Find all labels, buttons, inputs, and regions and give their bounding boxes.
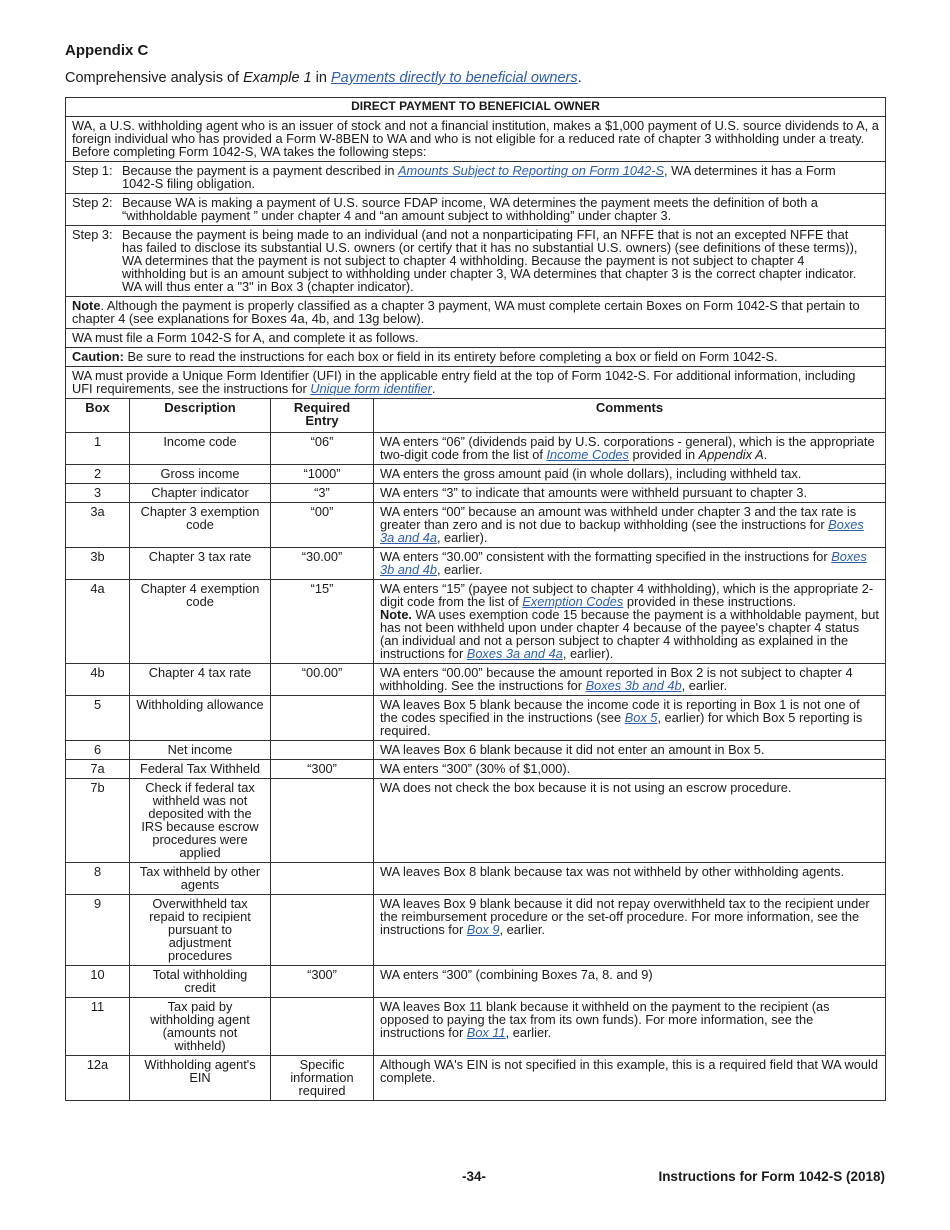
comment-text-post: , earlier) for which Box 5 reporting is required. <box>380 710 863 738</box>
required-entry: “300” <box>271 966 374 998</box>
step-label: Step 2: <box>72 195 113 210</box>
step-text-pre: Because the payment is a payment described in <box>122 163 399 178</box>
comment-reference-link[interactable]: Box 11 <box>466 1025 506 1040</box>
note-text: . Although the payment is properly classified as a chapter 3 payment, WA must complete certain Boxes on Form 1042-S that pertain to chapter 4 (see explanations for Boxes 4a, 4b, and 13g below). <box>72 298 860 326</box>
comment-text: WA enters “00.00” because the amount reported in Box 2 is not subject to chapter 4 withholding. See the instructions for <box>380 665 853 693</box>
box-number: 6 <box>66 741 130 760</box>
comment-cell <box>374 503 886 548</box>
comment-text-post: , earlier. <box>681 678 728 693</box>
comment-text: WA enters “00” because an amount was withheld under chapter 3 and the tax rate is greater than zero and is not due to backup withholding (see the instructions for <box>380 504 857 532</box>
scenario-text: WA, a U.S. withholding agent who is an issuer of stock and not a financial institution, makes a $1,000 payment of U.S. source dividends to A, a foreign individual who has provided a Form W-8BEN to WA and who is not eligible for a reduced rate of chapter 3 withholding under a treaty. Before completing Form 1042-S, WA takes the following steps: <box>66 117 886 162</box>
column-header-row <box>66 399 886 433</box>
box-number: 4a <box>66 580 130 664</box>
direct-payment-table <box>65 97 886 1101</box>
comment-cell <box>374 548 886 580</box>
box-number: 1 <box>66 433 130 465</box>
must-file-row <box>66 329 886 348</box>
intro-mid: in <box>311 70 331 86</box>
comment-note-link[interactable]: Boxes 3a and 4a <box>466 646 563 661</box>
table-row <box>66 998 886 1056</box>
step-text-pre: Because WA is making a payment of U.S. source FDAP income, WA determines the payment meets the definition of both a “withholdable payment ” under chapter 4 and “an amount subject to withholding” under chapter 3. <box>122 195 818 223</box>
comment-text: WA enters “15” (payee not subject to chapter 4 withholding), which is the appropriate 2-digit code from the list of <box>380 581 874 609</box>
comment-text: WA leaves Box 9 blank because it did not repay overwithheld tax to the recipient under the reimbursement procedure or the set-off procedure. For more information, see the instructions for <box>380 896 870 937</box>
required-entry: “00” <box>271 503 374 548</box>
comment-cell <box>374 998 886 1056</box>
box-description: Income code <box>130 433 271 465</box>
comment-text-post: , earlier. <box>499 922 546 937</box>
comment-note-text: WA uses exemption code 15 because the payment is a withholdable payment, but has not been withheld upon under chapter 4 because of the payee's chapter 4 status (an individual and not a person subject to chapter 4 withholding as explained in the instructions for <box>380 607 879 661</box>
box-number: 11 <box>66 998 130 1056</box>
step-cell <box>66 162 886 194</box>
box-description: Chapter indicator <box>130 484 271 503</box>
comment-text-post: , earlier. <box>436 562 483 577</box>
comment-text-post: provided in <box>628 447 699 462</box>
comment-cell <box>374 696 886 741</box>
caution-row <box>66 348 886 367</box>
required-entry-column-header: Required Entry <box>271 399 374 433</box>
required-entry: “06” <box>271 433 374 465</box>
table-row <box>66 779 886 863</box>
comment-cell <box>374 1056 886 1101</box>
comment-cell <box>374 465 886 484</box>
comments-column-header: Comments <box>374 399 886 433</box>
step-reference-link[interactable]: Amounts Subject to Reporting on Form 1042-S <box>398 163 665 178</box>
comment-cell <box>374 863 886 895</box>
table-row <box>66 696 886 741</box>
required-entry: Specific information required <box>271 1056 374 1101</box>
step-cell <box>66 194 886 226</box>
caution-label: Caution: <box>72 349 124 364</box>
comment-text-post: , earlier). <box>436 530 488 545</box>
required-entry: “3” <box>271 484 374 503</box>
table-title: DIRECT PAYMENT TO BENEFICIAL OWNER <box>66 98 886 117</box>
box-description: Chapter 3 exemption code <box>130 503 271 548</box>
comment-cell <box>374 484 886 503</box>
table-row <box>66 966 886 998</box>
box-number: 12a <box>66 1056 130 1101</box>
ufi-row <box>66 367 886 399</box>
comment-text: WA enters “06” (dividends paid by U.S. corporations - general), which is the appropriate two-digit code from the list of <box>380 434 875 462</box>
table-row <box>66 433 886 465</box>
comment-text: WA leaves Box 5 blank because the income code it is reporting in Box 1 is not one of the codes specified in the instructions (see <box>380 697 860 725</box>
comment-reference-link[interactable]: Boxes 3b and 4b <box>585 678 682 693</box>
box-number: 10 <box>66 966 130 998</box>
ufi-text-post: . <box>431 381 436 396</box>
required-entry <box>271 863 374 895</box>
table-row <box>66 664 886 696</box>
table-row <box>66 895 886 966</box>
table-row <box>66 760 886 779</box>
comment-reference-link[interactable]: Box 9 <box>466 922 500 937</box>
comment-text: WA leaves Box 8 blank because tax was not withheld by other withholding agents. <box>380 864 845 879</box>
comment-text: WA leaves Box 11 blank because it withheld on the payment to the recipient (as opposed to paying the tax from its own funds). For more information, see the instructions for <box>380 999 830 1040</box>
box-number: 4b <box>66 664 130 696</box>
box-description: Overwithheld tax repaid to recipient pursuant to adjustment procedures <box>130 895 271 966</box>
box-description: Withholding allowance <box>130 696 271 741</box>
step-text <box>122 228 862 293</box>
table-row <box>66 503 886 548</box>
box-description: Tax withheld by other agents <box>130 863 271 895</box>
table-row <box>66 465 886 484</box>
table-row <box>66 484 886 503</box>
comment-text-post: provided in these instructions. <box>623 594 797 609</box>
box-number: 7a <box>66 760 130 779</box>
comment-reference-link[interactable]: Box 5 <box>624 710 658 725</box>
ufi-cell <box>66 367 886 399</box>
caution-cell <box>66 348 886 367</box>
caution-text: Be sure to read the instructions for each box or field in its entirety before completing a box or field on Form 1042-S. <box>123 349 778 364</box>
step-label: Step 3: <box>72 227 113 242</box>
comment-text-post: , earlier. <box>505 1025 552 1040</box>
box-number: 3a <box>66 503 130 548</box>
box-description: Chapter 4 tax rate <box>130 664 271 696</box>
box-number: 7b <box>66 779 130 863</box>
comment-note-post: , earlier). <box>562 646 614 661</box>
table-row <box>66 863 886 895</box>
payments-beneficial-owners-link[interactable]: Payments directly to beneficial owners <box>330 70 578 86</box>
comment-text: WA enters “30.00” consistent with the formatting specified in the instructions for <box>380 549 832 564</box>
comment-cell <box>374 433 886 465</box>
comment-reference-link[interactable]: Exemption Codes <box>522 594 624 609</box>
intro-example: Example 1 <box>243 70 312 86</box>
page-number: -34- <box>462 1169 487 1184</box>
step-cell <box>66 226 886 297</box>
comment-cell <box>374 664 886 696</box>
appendix-heading: Appendix C <box>65 42 149 59</box>
comment-text: WA enters the gross amount paid (in whole dollars), including withheld tax. <box>380 466 802 481</box>
appendix-reference: Appendix A <box>698 447 764 462</box>
box-number: 3b <box>66 548 130 580</box>
step-text-post: , WA determines it has a Form 1042-S filing obligation. <box>122 163 836 191</box>
comment-reference-link[interactable]: Boxes 3b and 4b <box>380 549 867 577</box>
box-number: 9 <box>66 895 130 966</box>
comment-cell <box>374 741 886 760</box>
comment-text: WA leaves Box 6 blank because it did not enter an amount in Box 5. <box>380 742 765 757</box>
table-row <box>66 580 886 664</box>
step-text <box>122 196 862 222</box>
comment-text: WA enters “3” to indicate that amounts were withheld pursuant to chapter 3. <box>380 485 808 500</box>
comment-cell <box>374 760 886 779</box>
required-entry <box>271 998 374 1056</box>
comment-cell <box>374 966 886 998</box>
comment-note-label: Note. <box>380 607 412 622</box>
box-description: Chapter 3 tax rate <box>130 548 271 580</box>
footer-title: Instructions for Form 1042-S (2018) <box>658 1169 885 1184</box>
comment-text: Although WA's EIN is not specified in this example, this is a required field that WA would complete. <box>380 1057 878 1085</box>
required-entry: “15” <box>271 580 374 664</box>
step-text <box>122 164 862 190</box>
intro-prefix: Comprehensive analysis of <box>65 70 244 86</box>
box-description: Withholding agent's EIN <box>130 1056 271 1101</box>
comment-text-end: . <box>763 447 768 462</box>
comment-reference-link[interactable]: Income Codes <box>546 447 629 462</box>
required-entry: “00.00” <box>271 664 374 696</box>
must-file-text: WA must file a Form 1042-S for A, and complete it as follows. <box>66 329 886 348</box>
step-text-pre: Because the payment is being made to an individual (and not a nonparticipating FFI, an NFFE that is not an excepted NFFE that has failed to disclose its substantial U.S. owners (or certify that it has no substantial U.S. owners) (see definitions of these terms)), WA determines that the payment is not subject to chapter 4 withholding. Because the payment is not subject to chapter 4 withholding but is an amount subject to withholding under chapter 3, WA determines that chapter 3 is the correct chapter indicator. WA will thus enter a "3" in Box 3 (chapter indicator). <box>122 227 858 294</box>
intro-suffix: . <box>577 70 582 86</box>
table-row <box>66 1056 886 1101</box>
comment-cell <box>374 895 886 966</box>
unique-form-identifier-link[interactable]: Unique form identifier <box>310 381 432 396</box>
required-entry: “1000” <box>271 465 374 484</box>
ufi-text: WA must provide a Unique Form Identifier (UFI) in the applicable entry field at the top of Form 1042-S. For additional information, including UFI requirements, see the instructions for <box>72 368 856 396</box>
box-column-header: Box <box>66 399 130 433</box>
note-label: Note <box>72 298 101 313</box>
comment-reference-link[interactable]: Boxes 3a and 4a <box>380 517 864 545</box>
comment-cell <box>374 580 886 664</box>
required-entry <box>271 779 374 863</box>
box-description: Federal Tax Withheld <box>130 760 271 779</box>
step-row <box>66 226 886 297</box>
box-description: Net income <box>130 741 271 760</box>
required-entry: “30.00” <box>271 548 374 580</box>
comment-text: WA enters “300” (30% of $1,000). <box>380 761 571 776</box>
note-row <box>66 297 886 329</box>
box-description: Total withholding credit <box>130 966 271 998</box>
required-entry <box>271 741 374 760</box>
comment-text: WA enters “300” (combining Boxes 7a, 8. and 9) <box>380 967 653 982</box>
comment-text: WA does not check the box because it is not using an escrow procedure. <box>380 780 792 795</box>
step-row <box>66 162 886 194</box>
comment-cell <box>374 779 886 863</box>
required-entry: “300” <box>271 760 374 779</box>
box-description: Gross income <box>130 465 271 484</box>
box-number: 5 <box>66 696 130 741</box>
box-description: Check if federal tax withheld was not deposited with the IRS because escrow procedures were applied <box>130 779 271 863</box>
box-number: 3 <box>66 484 130 503</box>
required-entry <box>271 895 374 966</box>
step-row <box>66 194 886 226</box>
box-description: Chapter 4 exemption code <box>130 580 271 664</box>
note-cell <box>66 297 886 329</box>
required-entry <box>271 696 374 741</box>
description-column-header: Description <box>130 399 271 433</box>
box-number: 2 <box>66 465 130 484</box>
box-description: Tax paid by withholding agent (amounts not withheld) <box>130 998 271 1056</box>
step-label: Step 1: <box>72 163 113 178</box>
table-row <box>66 741 886 760</box>
box-number: 8 <box>66 863 130 895</box>
table-row <box>66 548 886 580</box>
intro-text <box>65 70 582 86</box>
